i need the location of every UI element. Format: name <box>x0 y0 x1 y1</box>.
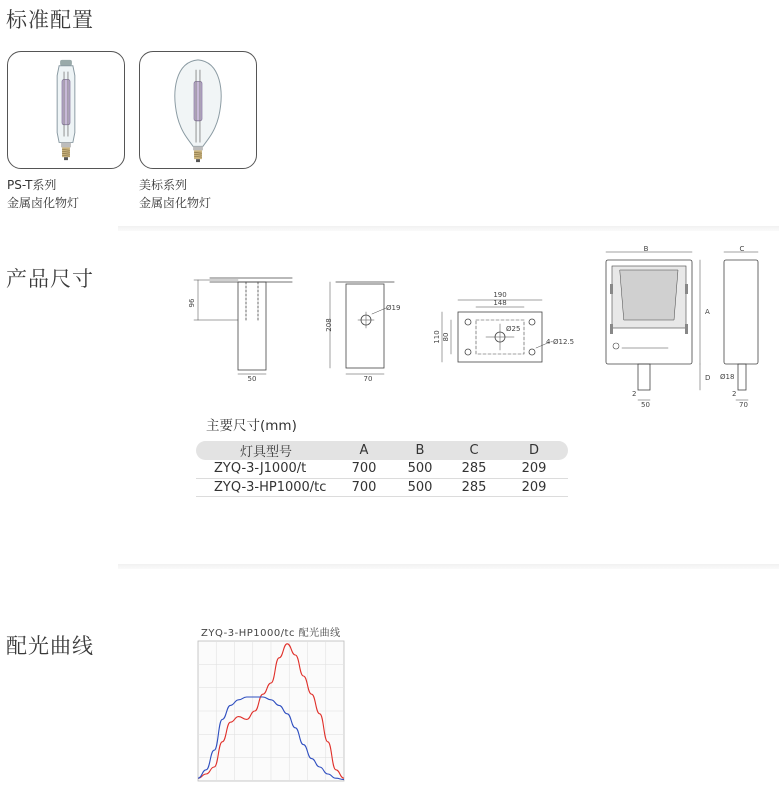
plate-inner-height-dim: 80 <box>442 332 450 342</box>
us-standard-lamp-caption-line2: 金属卤化物灯 <box>139 196 212 210</box>
us-standard-lamp-caption-line1: 美标系列 <box>139 178 188 192</box>
front-view-bottom-label: D <box>705 374 711 382</box>
pst-lamp-image <box>7 51 125 169</box>
section-divider <box>118 564 779 569</box>
front-view-small-a: 2 <box>632 390 637 398</box>
cell-b: 500 <box>392 460 448 478</box>
light-curve-chart-title: ZYQ-3-HP1000/tc 配光曲线 <box>201 628 341 639</box>
section-title-light-curve: 配光曲线 <box>6 634 94 658</box>
bracket-b-width-dim: 70 <box>363 375 373 383</box>
cell-c: 285 <box>448 478 500 496</box>
cell-a: 700 <box>336 460 392 478</box>
cell-model: ZYQ-3-HP1000/tc <box>196 478 336 496</box>
header-a: A <box>336 441 392 460</box>
bracket-a-drawing <box>194 278 292 374</box>
section-title-standard-config: 标准配置 <box>6 8 94 32</box>
pst-lamp-icon <box>8 52 124 168</box>
side-view-hole-dim: Ø18 <box>720 373 735 381</box>
header-c: C <box>448 441 500 460</box>
bracket-b-drawing <box>330 282 394 374</box>
bracket-a-width-dim: 50 <box>247 375 257 383</box>
bracket-a-height-dim: 96 <box>188 298 196 308</box>
light-curve-chart <box>192 637 352 798</box>
plate-outer-height-dim: 110 <box>433 330 441 344</box>
front-view-height-label: A <box>705 308 710 316</box>
plate-center-hole-dim: Ø25 <box>506 325 521 333</box>
bracket-b-hole-dim: Ø19 <box>386 304 401 312</box>
cell-b: 500 <box>392 478 448 496</box>
cell-model: ZYQ-3-J1000/t <box>196 460 336 478</box>
section-title-product-size: 产品尺寸 <box>6 267 94 291</box>
table-header-row <box>196 441 568 460</box>
front-view-small-b: 50 <box>641 401 650 409</box>
dimension-drawings <box>180 240 779 410</box>
mounting-plate-drawing <box>442 300 550 362</box>
floodlight-front-view <box>606 252 700 400</box>
side-view-small-b: 70 <box>739 401 748 409</box>
side-view-small-a: 2 <box>732 390 737 398</box>
pst-lamp-caption-line2: 金属卤化物灯 <box>7 196 80 210</box>
pst-lamp-caption <box>7 176 79 212</box>
us-standard-lamp-image <box>139 51 257 169</box>
header-d: D <box>500 441 568 460</box>
plate-outer-width-dim: 190 <box>493 291 507 299</box>
light-curve-svg <box>192 637 352 798</box>
plate-corner-holes-dim: 4-Ø12.5 <box>546 338 575 346</box>
table-row <box>196 460 568 478</box>
us-standard-lamp-caption <box>139 176 211 212</box>
cell-a: 700 <box>336 478 392 496</box>
bracket-b-height-dim: 208 <box>325 318 333 332</box>
pst-lamp-caption-line1: PS-T系列 <box>7 178 57 192</box>
us-standard-lamp-icon <box>140 52 256 168</box>
cell-c: 285 <box>448 460 500 478</box>
table-row <box>196 478 568 496</box>
side-view-width-label: C <box>739 245 745 253</box>
section-divider <box>118 226 779 231</box>
plate-inner-width-dim: 148 <box>493 299 507 307</box>
header-model: 灯具型号 <box>196 441 336 460</box>
header-b: B <box>392 441 448 460</box>
front-view-width-label: B <box>643 245 649 253</box>
dimensions-table <box>196 441 568 497</box>
cell-d: 209 <box>500 478 568 496</box>
cell-d: 209 <box>500 460 568 478</box>
dimensions-caption: 主要尺寸(mm) <box>206 418 297 434</box>
